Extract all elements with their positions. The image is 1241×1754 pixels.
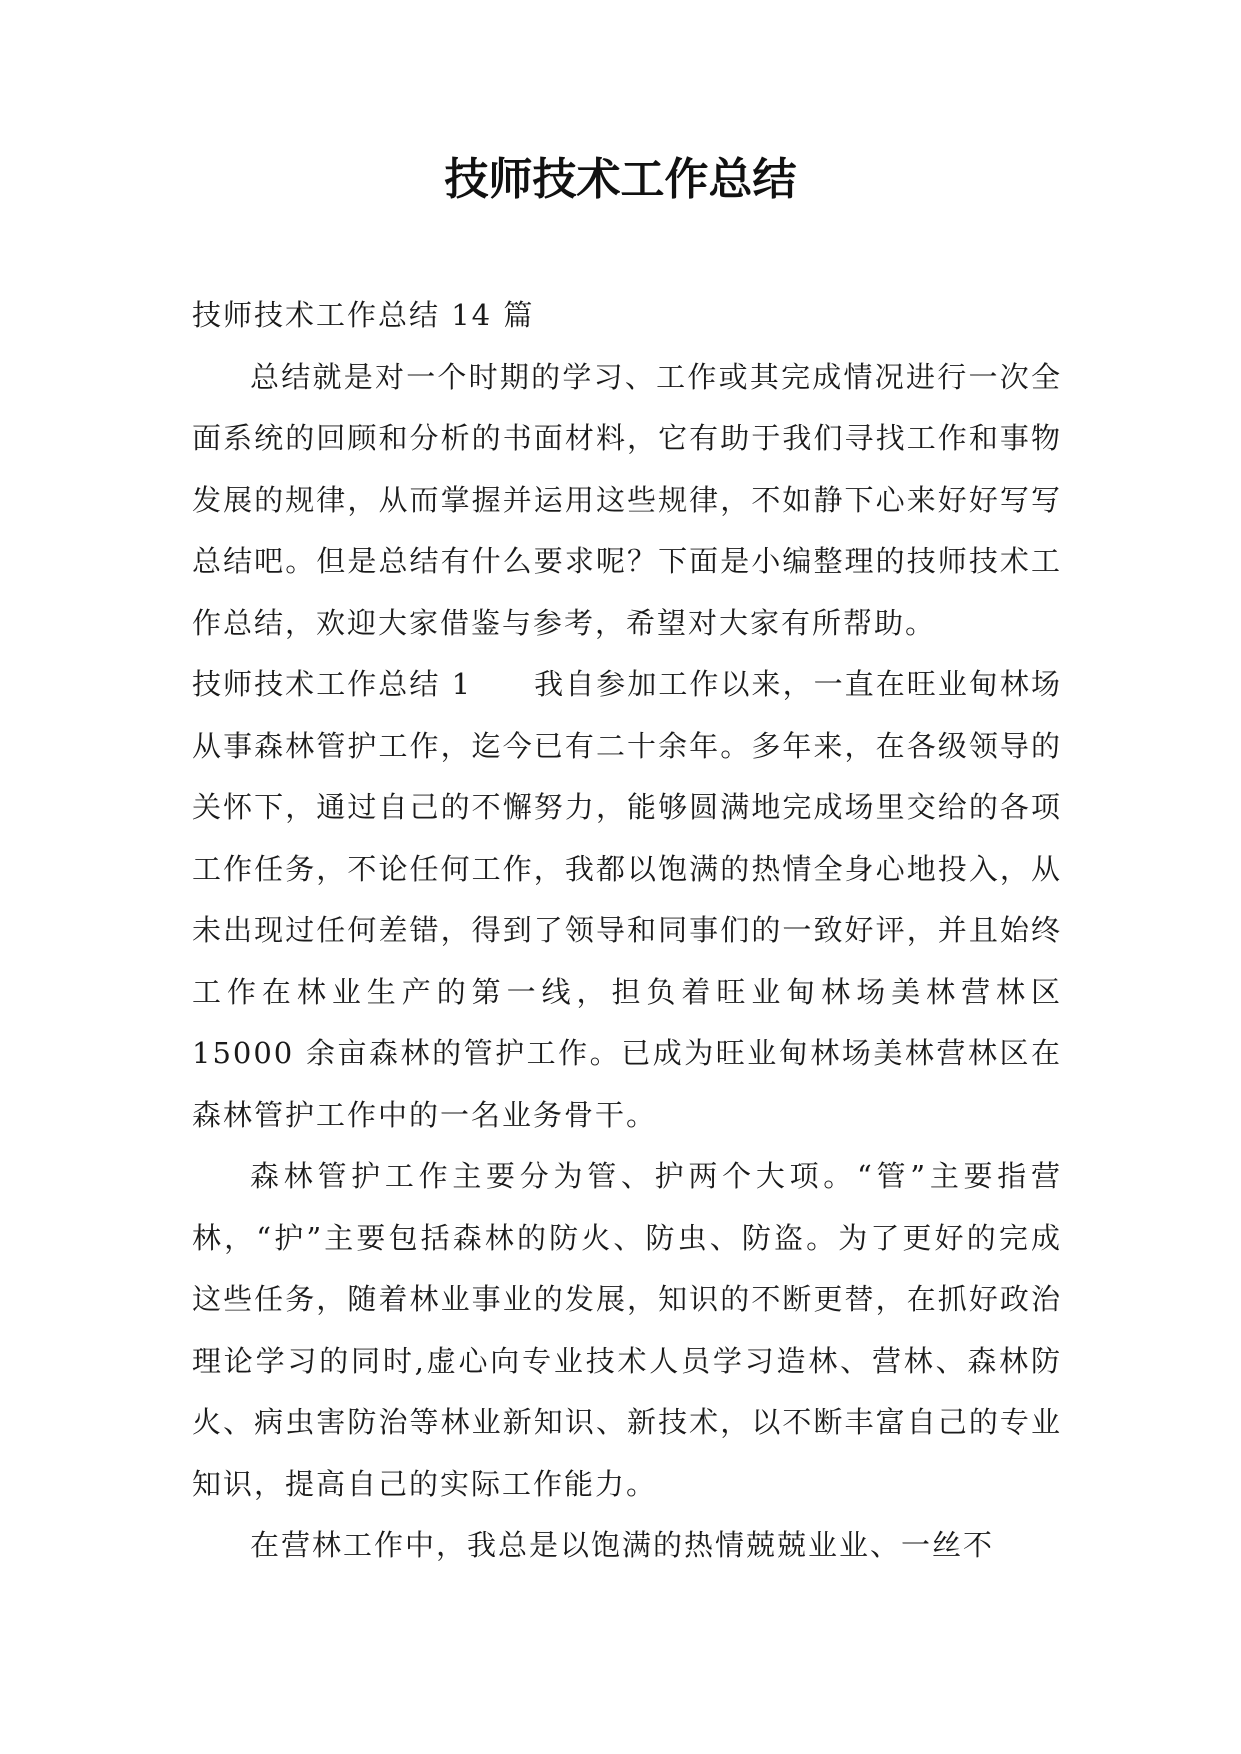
- section1-paragraph-3: 在营林工作中，我总是以饱满的热情兢兢业业、一丝不: [250, 1528, 995, 1562]
- intro-paragraph: 总结就是对一个时期的学习、工作或其完成情况进行一次全面系统的回顾和分析的书面材料，它有助于我们寻找工作和事物发展的规律，从而掌握并运用这些规律，不如静下心来好好写写总结吧。但是总结有什么要求呢？下面是小编整理的技师技术工作总结，欢迎大家借鉴与参考，希望对大家有所帮助。: [192, 359, 1062, 640]
- section1-paragraph-1: 我自参加工作以来，一直在旺业甸林场从事森林管护工作，迄今已有二十余年。多年来，在各级领导的关怀下，通过自己的不懈努力，能够圆满地完成场里交给的各项工作任务，不论任何工作，我都以饱满的热情全身心地投入，从未出现过任何差错，得到了领导和同事们的一致好评，并且始终工作在林业生产的第一线，担负着旺业甸林场美林营林区 15000 余亩森林的管护工作。已成为旺业甸林场美林营林区在森林管护工作中的一名业务骨干。: [192, 667, 1062, 1132]
- document-body: [192, 285, 1062, 1577]
- section1-heading: 技师技术工作总结 1: [192, 667, 473, 701]
- document-subtitle: 技师技术工作总结 14 篇: [192, 298, 535, 332]
- document-title: 技师技术工作总结: [444, 154, 797, 205]
- section1-paragraph-2: 森林管护工作主要分为管、护两个大项。“管”主要指营林，“护”主要包括森林的防火、防虫、防盗。为了更好的完成这些任务，随着林业事业的发展，知识的不断更替，在抓好政治理论学习的同时,虚心向专业技术人员学习造林、营林、森林防火、病虫害防治等林业新知识、新技术，以不断丰富自己的专业知识，提高自己的实际工作能力。: [192, 1159, 1062, 1501]
- section1-first-paragraph: [192, 654, 1062, 1146]
